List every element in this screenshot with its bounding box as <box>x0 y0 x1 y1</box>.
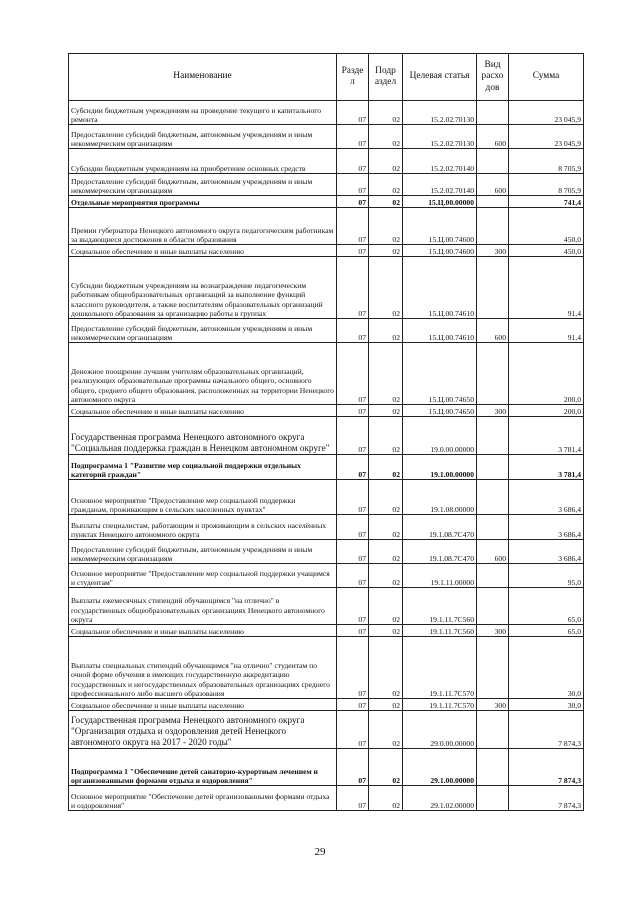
row-expense-type-cell: 300 <box>477 245 509 257</box>
table-row <box>69 540 584 564</box>
row-section-cell: 07 <box>337 749 369 786</box>
row-name-cell: Подпрограмма 1 "Обеспечение детей санаторно-курортным лечением и организованными формами отдыха и оздоровления" <box>69 749 337 786</box>
row-section-cell: 07 <box>337 480 369 515</box>
row-subsection-cell: 02 <box>369 480 403 515</box>
table-row <box>69 786 584 811</box>
row-subsection-cell: 02 <box>369 125 403 149</box>
row-expense-type-cell <box>477 480 509 515</box>
table-row <box>69 625 584 637</box>
page-number: 29 <box>314 846 326 858</box>
row-name-cell: Денежное поощрение лучшим учителям образовательных организаций, реализующих образовательные программы начального общего, основного общего, среднего общего образования, расположенных на территории Ненецкого автономного округа <box>69 343 337 405</box>
header-target: Целевая статья <box>403 54 477 101</box>
row-sum-cell: 200,0 <box>509 343 584 405</box>
header-sum: Сумма <box>509 54 584 101</box>
row-section-cell: 07 <box>337 405 369 417</box>
row-target-cell: 19.1.11.7С560 <box>403 625 477 637</box>
row-name-cell: Основное мероприятие "Предоставление мер социальной поддержки учащимся и студентам" <box>69 564 337 588</box>
table-row <box>69 405 584 417</box>
row-subsection-cell: 02 <box>369 749 403 786</box>
row-sum-cell: 741,4 <box>509 196 584 208</box>
row-target-cell: 19.1.11.7С570 <box>403 699 477 711</box>
row-expense-type-cell <box>477 417 509 455</box>
row-section-cell: 07 <box>337 101 369 125</box>
row-sum-cell: 30,0 <box>509 637 584 699</box>
row-name-cell: Отдельные мероприятия программы <box>69 196 337 208</box>
table-row <box>69 637 584 699</box>
row-target-cell: 15.2.02.70130 <box>403 125 477 149</box>
row-sum-cell: 65,0 <box>509 625 584 637</box>
table-row <box>69 343 584 405</box>
row-expense-type-cell <box>477 588 509 625</box>
row-name-cell: Социальное обеспечение и иные выплаты населению <box>69 625 337 637</box>
header-name: Наименование <box>69 54 337 101</box>
row-section-cell: 07 <box>337 149 369 174</box>
row-target-cell: 15.2.02.70140 <box>403 149 477 174</box>
row-section-cell: 07 <box>337 786 369 811</box>
row-name-cell: Выплаты специальных стипендий обучающимся "на отлично" студентам по очной форме обучения в имеющих государственную аккредитацию государственных и негосударственных образовательных организациях среднего профессионального либо высшего образования <box>69 637 337 699</box>
row-section-cell: 07 <box>337 257 369 319</box>
row-section-cell: 07 <box>337 196 369 208</box>
budget-table-container <box>68 53 583 811</box>
row-target-cell: 15.Ц.00.74650 <box>403 343 477 405</box>
row-name-cell: Предоставление субсидий бюджетным, автономным учреждениям и иным некоммерческим организациям <box>69 174 337 196</box>
row-expense-type-cell: 600 <box>477 540 509 564</box>
row-name-cell: Выплаты ежемесячных стипендий обучающимся "на отлично" в государственных общеобразовательных организациях Ненецкого автономного округа <box>69 588 337 625</box>
row-expense-type-cell <box>477 786 509 811</box>
row-name-cell: Социальное обеспечение и иные выплаты населению <box>69 699 337 711</box>
row-sum-cell: 65,0 <box>509 588 584 625</box>
row-name-cell: Выплаты специалистам, работающим и проживающим в сельских населённых пунктах Ненецкого автономного округа <box>69 515 337 540</box>
row-sum-cell: 23 045,9 <box>509 101 584 125</box>
row-section-cell: 07 <box>337 417 369 455</box>
header-expense-type: Вид расхо дов <box>477 54 509 101</box>
row-name-cell: Государственная программа Ненецкого автономного округа "Организация отдыха и оздоровления детей Ненецкого автономного округа на 2017 - 2020 годы" <box>69 711 337 749</box>
row-name-cell: Предоставление субсидий бюджетным, автономным учреждениям и иным некоммерческим организациям <box>69 319 337 343</box>
row-expense-type-cell <box>477 711 509 749</box>
row-section-cell: 07 <box>337 711 369 749</box>
table-row <box>69 699 584 711</box>
row-name-cell: Подпрограмма 1 "Развитие мер социальной поддержки отдельных категорий граждан" <box>69 455 337 480</box>
row-expense-type-cell <box>477 196 509 208</box>
row-expense-type-cell: 600 <box>477 174 509 196</box>
row-sum-cell: 91,4 <box>509 257 584 319</box>
row-target-cell: 19.1.11.00000 <box>403 564 477 588</box>
row-sum-cell: 7 874,3 <box>509 786 584 811</box>
header-section: Разде л <box>337 54 369 101</box>
budget-table <box>68 53 584 811</box>
row-subsection-cell: 02 <box>369 588 403 625</box>
row-section-cell: 07 <box>337 343 369 405</box>
row-subsection-cell: 02 <box>369 208 403 245</box>
row-subsection-cell: 02 <box>369 149 403 174</box>
row-sum-cell: 3 781,4 <box>509 455 584 480</box>
row-section-cell: 07 <box>337 588 369 625</box>
row-subsection-cell: 02 <box>369 343 403 405</box>
row-target-cell: 15.2.02.70130 <box>403 101 477 125</box>
row-target-cell: 15.Ц.00.74600 <box>403 245 477 257</box>
row-subsection-cell: 02 <box>369 417 403 455</box>
row-sum-cell: 30,0 <box>509 699 584 711</box>
row-section-cell: 07 <box>337 319 369 343</box>
row-target-cell: 19.1.00.00000 <box>403 455 477 480</box>
row-section-cell: 07 <box>337 564 369 588</box>
row-expense-type-cell <box>477 637 509 699</box>
table-header-row <box>69 54 584 101</box>
row-subsection-cell: 02 <box>369 257 403 319</box>
row-name-cell: Субсидии бюджетным учреждениям на проведение текущего и капитального ремонта <box>69 101 337 125</box>
row-subsection-cell: 02 <box>369 455 403 480</box>
row-section-cell: 07 <box>337 208 369 245</box>
row-subsection-cell: 02 <box>369 540 403 564</box>
row-subsection-cell: 02 <box>369 515 403 540</box>
row-subsection-cell: 02 <box>369 625 403 637</box>
row-name-cell: Основное мероприятие "Обеспечение детей организованными формами отдыха и оздоровления" <box>69 786 337 811</box>
row-expense-type-cell: 300 <box>477 405 509 417</box>
table-row <box>69 208 584 245</box>
row-subsection-cell: 02 <box>369 245 403 257</box>
row-expense-type-cell: 600 <box>477 319 509 343</box>
row-subsection-cell: 02 <box>369 711 403 749</box>
table-row <box>69 588 584 625</box>
row-target-cell: 19.1.08.00000 <box>403 480 477 515</box>
row-subsection-cell: 02 <box>369 786 403 811</box>
row-sum-cell: 8 705,9 <box>509 174 584 196</box>
row-sum-cell: 450,0 <box>509 245 584 257</box>
row-section-cell: 07 <box>337 125 369 149</box>
row-sum-cell: 7 874,3 <box>509 749 584 786</box>
row-sum-cell: 450,0 <box>509 208 584 245</box>
row-expense-type-cell <box>477 343 509 405</box>
row-name-cell: Премии губернатора Ненецкого автономного округа педагогическим работникам за выдающиеся достижения в области образования <box>69 208 337 245</box>
row-subsection-cell: 02 <box>369 637 403 699</box>
row-target-cell: 15.Ц.00.74610 <box>403 319 477 343</box>
row-expense-type-cell <box>477 564 509 588</box>
table-row <box>69 455 584 480</box>
table-body <box>69 101 584 811</box>
table-row <box>69 149 584 174</box>
table-row <box>69 480 584 515</box>
table-row <box>69 174 584 196</box>
row-expense-type-cell: 300 <box>477 699 509 711</box>
table-row <box>69 196 584 208</box>
row-target-cell: 19.1.08.7С470 <box>403 540 477 564</box>
table-row <box>69 125 584 149</box>
row-expense-type-cell <box>477 749 509 786</box>
row-sum-cell: 200,0 <box>509 405 584 417</box>
table-row <box>69 417 584 455</box>
row-subsection-cell: 02 <box>369 174 403 196</box>
row-name-cell: Государственная программа Ненецкого автономного округа "Социальная поддержка граждан в Ненецком автономном округе" <box>69 417 337 455</box>
row-section-cell: 07 <box>337 174 369 196</box>
row-subsection-cell: 02 <box>369 196 403 208</box>
row-target-cell: 19.1.08.7С470 <box>403 515 477 540</box>
table-row <box>69 245 584 257</box>
row-subsection-cell: 02 <box>369 564 403 588</box>
row-sum-cell: 95,0 <box>509 564 584 588</box>
row-target-cell: 29.0.00.00000 <box>403 711 477 749</box>
row-name-cell: Субсидии бюджетным учреждениям на приобретение основных средств <box>69 149 337 174</box>
row-name-cell: Предоставление субсидий бюджетным, автономным учреждениям и иным некоммерческим организациям <box>69 125 337 149</box>
row-subsection-cell: 02 <box>369 319 403 343</box>
row-name-cell: Предоставление субсидий бюджетным, автономным учреждениям и иным некоммерческим организациям <box>69 540 337 564</box>
row-expense-type-cell: 600 <box>477 125 509 149</box>
row-section-cell: 07 <box>337 637 369 699</box>
table-row <box>69 515 584 540</box>
row-target-cell: 15.Ц.00.74600 <box>403 208 477 245</box>
row-subsection-cell: 02 <box>369 101 403 125</box>
row-target-cell: 15.Ц.00.00000 <box>403 196 477 208</box>
row-target-cell: 15.2.02.70140 <box>403 174 477 196</box>
table-row <box>69 564 584 588</box>
row-sum-cell: 23 045,9 <box>509 125 584 149</box>
row-sum-cell: 3 686,4 <box>509 540 584 564</box>
row-sum-cell: 3 686,4 <box>509 480 584 515</box>
table-row <box>69 101 584 125</box>
row-sum-cell: 8 705,9 <box>509 149 584 174</box>
row-target-cell: 19.0.00.00000 <box>403 417 477 455</box>
row-sum-cell: 7 874,3 <box>509 711 584 749</box>
row-target-cell: 19.1.11.7С570 <box>403 637 477 699</box>
row-expense-type-cell: 300 <box>477 625 509 637</box>
row-sum-cell: 91,4 <box>509 319 584 343</box>
row-section-cell: 07 <box>337 455 369 480</box>
table-row <box>69 749 584 786</box>
row-expense-type-cell <box>477 101 509 125</box>
row-target-cell: 19.1.11.7С560 <box>403 588 477 625</box>
row-section-cell: 07 <box>337 625 369 637</box>
row-sum-cell: 3 781,4 <box>509 417 584 455</box>
row-name-cell: Основное мероприятие "Предоставление мер социальной поддержки гражданам, проживающим в сельских населенных пунктах" <box>69 480 337 515</box>
row-section-cell: 07 <box>337 699 369 711</box>
row-target-cell: 29.1.00.00000 <box>403 749 477 786</box>
row-section-cell: 07 <box>337 245 369 257</box>
table-row <box>69 319 584 343</box>
row-target-cell: 29.1.02.00000 <box>403 786 477 811</box>
row-sum-cell: 3 686,4 <box>509 515 584 540</box>
header-subsection: Подр аздел <box>369 54 403 101</box>
row-subsection-cell: 02 <box>369 699 403 711</box>
row-section-cell: 07 <box>337 540 369 564</box>
row-subsection-cell: 02 <box>369 405 403 417</box>
table-row <box>69 257 584 319</box>
row-section-cell: 07 <box>337 515 369 540</box>
row-expense-type-cell <box>477 455 509 480</box>
table-row <box>69 711 584 749</box>
row-expense-type-cell <box>477 149 509 174</box>
row-name-cell: Социальное обеспечение и иные выплаты населению <box>69 405 337 417</box>
row-expense-type-cell <box>477 208 509 245</box>
row-expense-type-cell <box>477 257 509 319</box>
row-target-cell: 15.Ц.00.74650 <box>403 405 477 417</box>
row-target-cell: 15.Ц.00.74610 <box>403 257 477 319</box>
row-expense-type-cell <box>477 515 509 540</box>
row-name-cell: Социальное обеспечение и иные выплаты населению <box>69 245 337 257</box>
row-name-cell: Субсидии бюджетным учреждениям на вознаграждение педагогическим работникам общеобразовательных организаций за выполнение функций классного руководителя, а также воспитателям образовательных организаций дошкольного образования за организацию работы в группах <box>69 257 337 319</box>
